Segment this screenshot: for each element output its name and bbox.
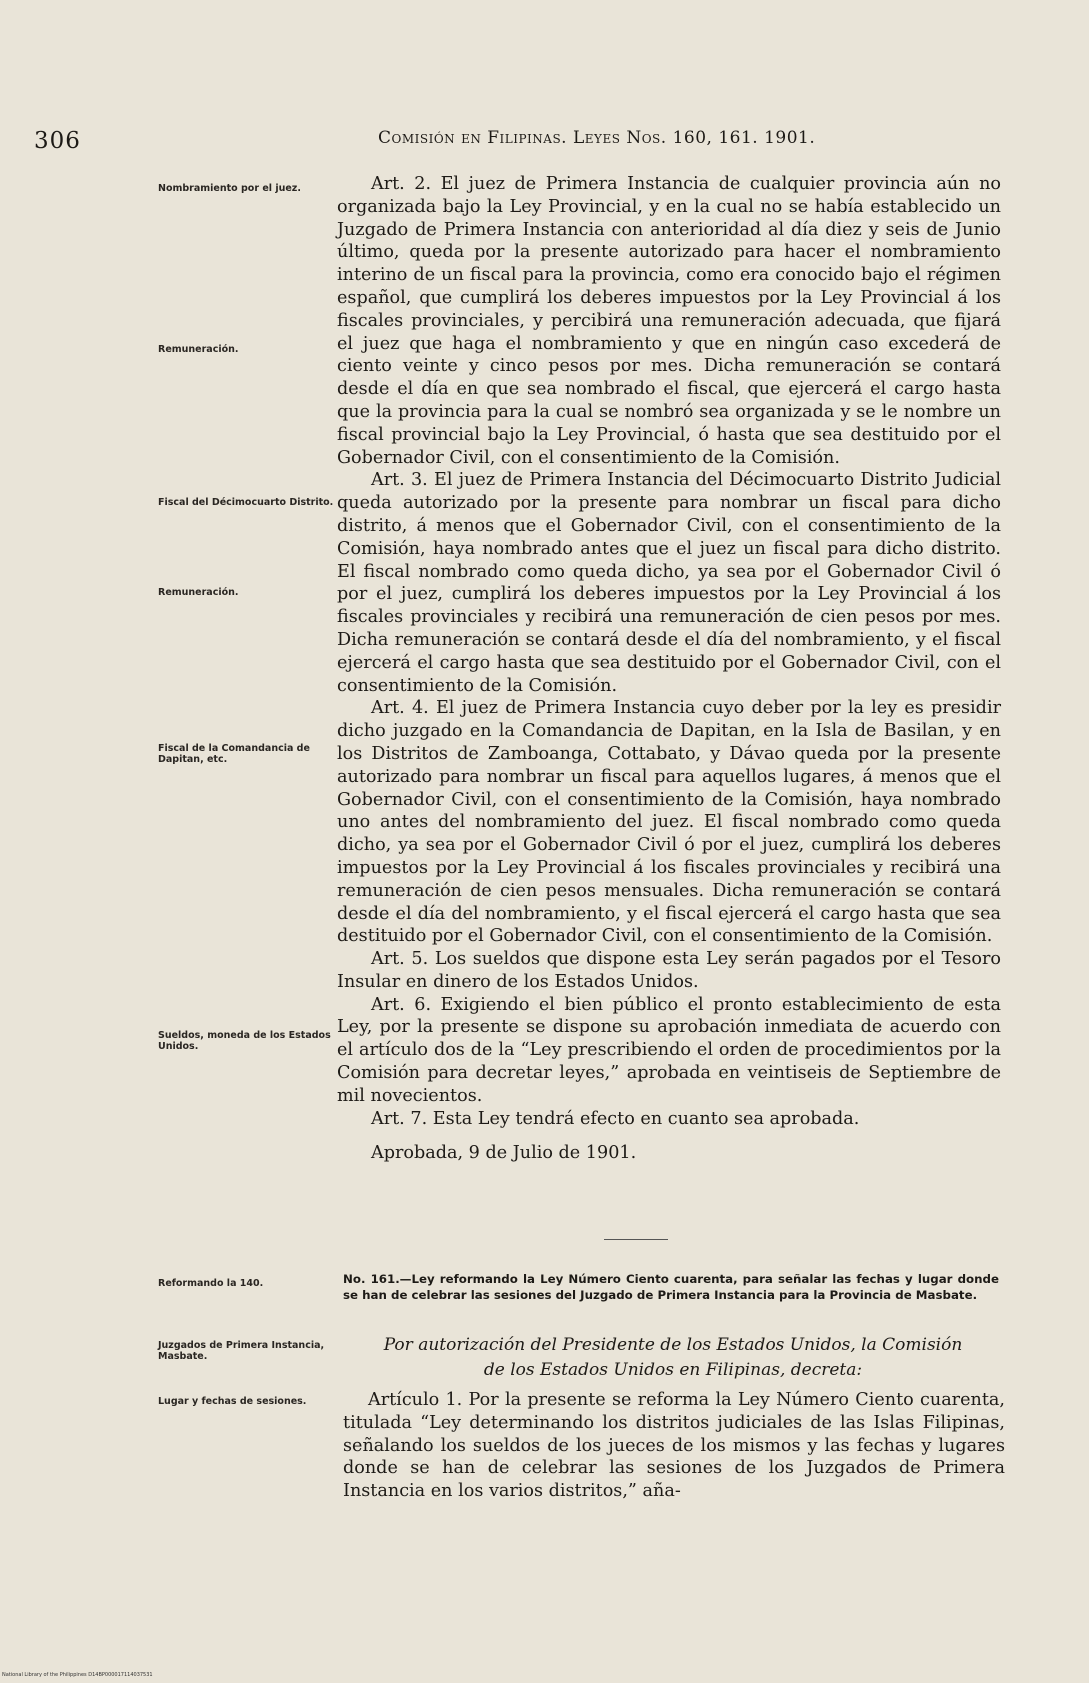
margin-note: Nombramiento por el juez. [158,183,301,194]
law-161-title: No. 161.—Ley reformando la Ley Número Ciento cuarenta, para señalar las fechas y lugar donde se han de celebrar las sesiones del Juzgado de Primera Instancia para la Provincia de Masbate. [343,1272,999,1302]
section-divider [604,1239,668,1240]
margin-note: Fiscal del Décimocuarto Distrito. [158,497,334,508]
margin-note: Fiscal de la Comandancia de Dapitan, etc. [158,743,310,765]
article-7: Art. 7. Esta Ley tendrá efecto en cuanto sea aprobada. [371,1108,860,1129]
margin-note: Remuneración. [158,344,239,355]
article-2: Art. 2. El juez de Primera Instancia de cualquier provincia aún no organizada bajo la Ley Provincial, y en la cual no se había establecido un Juzgado de Primera Instancia con anterioridad al día diez y seis de Junio último, queda por la presente autorizado para hacer el nombramiento interino de un fiscal para la provincia, como era conocido bajo el régimen español, que cumplirá los deberes impuestos por la Ley Provincial á los fiscales provinciales, y percibirá una remuneración adecuada, que fijará el juez que haga el nombramiento y que en ningún caso excederá de ciento veinte y cinco pesos por mes. Dicha remuneración se contará desde el día en que sea nombrado el fiscal, que ejercerá el cargo hasta que la provincia para la cual se nombró sea organizada y se le nombre un fiscal provincial bajo la Ley Provincial, ó hasta que sea destituido por el Gobernador Civil, con el consentimiento de la Comisión. [337,174,1001,468]
law-161-body [343,1389,1005,1503]
article-5: Art. 5. Los sueldos que dispone esta Ley serán pagados por el Tesoro Insular en dinero de los Estados Unidos. [337,949,1001,992]
page-number: 306 [34,128,81,154]
margin-note: Juzgados de Primera Instancia, Masbate. [158,1340,325,1362]
enacting-line: Por autorización del Presidente de los Estados Unidos, la Comisión [383,1335,963,1355]
article-1: Artículo 1. Por la presente se reforma la Ley Número Ciento cuarenta, titulada “Ley determinando los distritos judiciales de las Islas Filipinas, señalando los sueldos de los jueces de los mismos y las fechas y lugares donde se han de celebrar las sesiones de los Juzgados de Primera Instancia en los varios distritos,” aña- [343,1390,1005,1502]
article-4: Art. 4. El juez de Primera Instancia cuyo deber por la ley es presidir dicho juzgado en la Comandancia de Dapitan, en la Isla de Basilan, y en los Distritos de Zamboanga, Cottabato, y Dávao queda por la presente autorizado para nombrar un fiscal para aquellos lugares, á menos que el Gobernador Civil, con el consentimiento de la Comisión, haya nombrado uno antes del nombramiento del juez. El fiscal nombrado como queda dicho, ya sea por el Gobernador Civil ó por el juez, cumplirá los deberes impuestos por la Ley Provincial á los fiscales provinciales y recibirá una remuneración de cien pesos mensuales. Dicha remuneración se contará desde el día del nombramiento, y el fiscal ejercerá el cargo hasta que sea destituido por el Gobernador Civil, con el consentimiento de la Comisión. [337,698,1001,947]
running-head: Comisión en Filipinas. Leyes Nos. 160, 161. 1901. [378,128,816,148]
approval-date: Aprobada, 9 de Julio de 1901. [371,1143,637,1164]
margin-note: Lugar y fechas de sesiones. [158,1396,307,1407]
article-3: Art. 3. El juez de Primera Instancia del Décimocuarto Distrito Judicial queda autorizado por la presente para nombrar un fiscal para dicho distrito, á menos que el Gobernador Civil, con el consentimiento de la Comisión, haya nombrado antes que el juez un fiscal para dicho distrito. El fiscal nombrado como queda dicho, ya sea por el Gobernador Civil ó por el juez, cumplirá los deberes impuestos por la Ley Provincial á los fiscales provinciales y recibirá una remuneración de cien pesos por mes. Dicha remuneración se contará desde el día del nombramiento, y el fiscal ejercerá el cargo hasta que sea destituido por el Gobernador Civil, con el consentimiento de la Comisión. [337,470,1001,696]
enacting-line: de los Estados Unidos en Filipinas, decreta: [483,1360,863,1380]
law-160-body [337,173,1001,1165]
scan-credit: National Library of the Philippines D14BP000017114037531 [2,1672,153,1678]
margin-note: Sueldos, moneda de los Estados Unidos. [158,1030,331,1052]
margin-note: Reformando la 140. [158,1278,264,1289]
article-6: Art. 6. Exigiendo el bien público el pronto establecimiento de esta Ley, por la presente se dispone su aprobación inmediata de acuerdo con el artículo dos de la “Ley prescribiendo el orden de procedimientos por la Comisión para decretar leyes,” aprobada en veintiseis de Septiembre de mil novecientos. [337,994,1001,1106]
margin-note: Remuneración. [158,587,239,598]
enacting-clause [343,1333,1003,1383]
